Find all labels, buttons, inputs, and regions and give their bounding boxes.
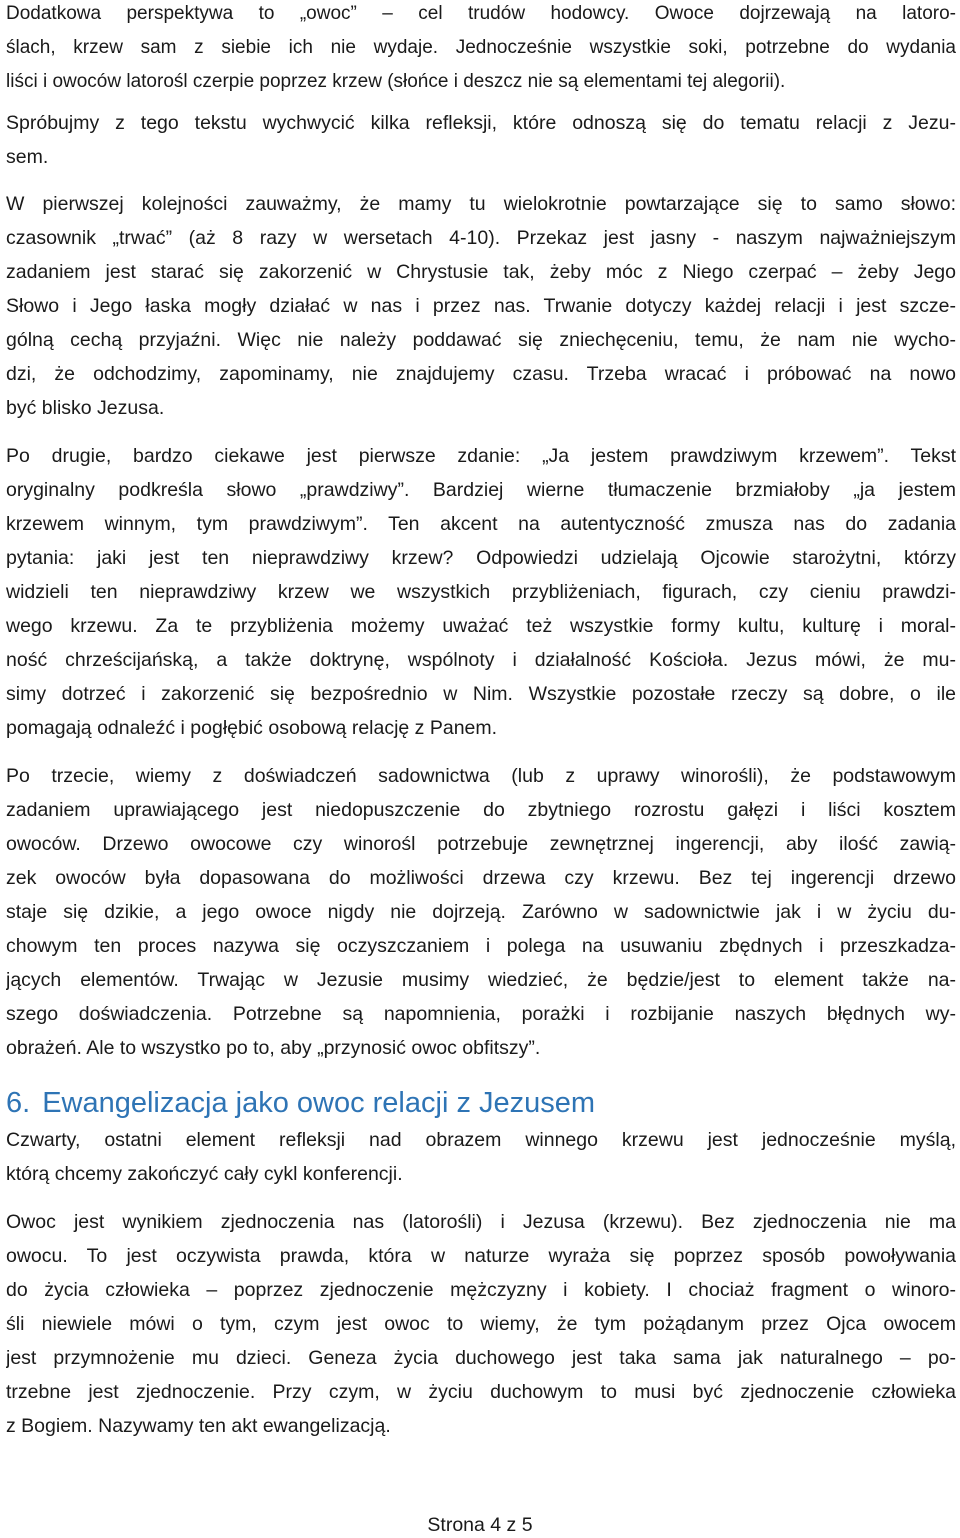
text-line: Po trzecie, wiemy z doświadczeń sadownictwa (lub z uprawy winorośli), że podstawowym (6, 765, 956, 787)
text-line: krzewem winnym, tym prawdziwym”. Ten akcent na autentyczność zmusza nas do zadania (6, 513, 956, 535)
paragraph-intro-reflections (6, 106, 956, 174)
text-line: być blisko Jezusa. (6, 397, 165, 419)
text-line: simy dotrzeć i zakorzenić się bezpośrednio w Nim. Wszystkie pozostałe rzeczy są dobre, o ile (6, 683, 956, 705)
section-heading (6, 1083, 956, 1123)
text-line: którą chcemy zakończyć cały cykl konferencji. (6, 1163, 403, 1185)
text-line: Czwarty, ostatni element refleksji nad obrazem winnego krzewu jest jednocześnie myślą, (6, 1129, 956, 1151)
text-line: oryginalny podkreśla słowo „prawdziwy”. Bardziej wierne tłumaczenie brzmiałoby „ja jestem (6, 479, 956, 501)
text-line: z Bogiem. Nazywamy ten akt ewangelizacją. (6, 1415, 391, 1437)
text-line: czasownik „trwać” (aż 8 razy w wersetach 4-10). Przekaz jest jasny - naszym najważniejszym (6, 227, 956, 249)
text-line: gólną cechą przyjaźni. Więc nie należy poddawać się zniechęceniu, temu, że nam nie wycho- (6, 329, 956, 351)
text-line: jest przymnożenie mu dzieci. Geneza życia duchowego jest taka sama jak naturalnego – po- (6, 1347, 956, 1369)
text-line: do życia człowieka – poprzez zjednoczenie mężczyzny i kobiety. I chociaż fragment o winoro- (6, 1279, 956, 1301)
text-line: śli niewiele mówi o tym, czym jest owoc to wiemy, że tym pożądanym przez Ojca owocem (6, 1313, 956, 1335)
paragraph-second-point (6, 439, 956, 745)
text-line: szego doświadczenia. Potrzebne są napomnienia, porażki i rozbijanie naszych błędnych wy- (6, 1003, 956, 1025)
text-line: widzieli ten nieprawdziwy krzew we wszystkich przybliżeniach, figurach, czy cieniu prawdzi- (6, 581, 956, 603)
document-page (6, 0, 956, 1443)
paragraph-fourth-element (6, 1123, 956, 1191)
paragraph-first-point (6, 187, 956, 425)
text-line: chowym ten proces nazywa się oczyszczaniem i polega na usuwaniu zbędnych i przeszkadza- (6, 935, 956, 957)
text-line: staje się dzikie, a jego owoce nigdy nie dojrzeją. Zarówno w sadownictwie jak i w życiu du- (6, 901, 956, 923)
text-line: owoców. Drzewo owocowe czy winorośl potrzebuje zewnętrznej ingerencji, aby ilość zawią- (6, 833, 956, 855)
paragraph-owoc-perspective (6, 0, 956, 99)
text-line: Słowo i Jego łaska mogły działać w nas i przez nas. Trwanie dotyczy każdej relacji i jest szcze- (6, 295, 956, 317)
paragraph-owoc-union (6, 1205, 956, 1443)
text-line: liści i owoców latorośl czerpie poprzez krzew (słońce i deszcz nie są elementami tej alegorii). (6, 71, 786, 92)
section-title: Ewangelizacja jako owoc relacji z Jezusem (42, 1087, 596, 1119)
text-line: pytania: jaki jest ten nieprawdziwy krzew? Odpowiedzi udzielają Ojcowie starożytni, którzy (6, 547, 956, 569)
text-line: W pierwszej kolejności zauważmy, że mamy tu wielokrotnie powtarzające się to samo słowo: (6, 193, 956, 215)
text-line: Dodatkowa perspektywa to „owoc” – cel trudów hodowcy. Owoce dojrzewają na latoro- (6, 3, 956, 24)
text-line: dzi, że odchodzimy, zapominamy, nie znajdujemy czasu. Trzeba wracać i próbować na nowo (6, 363, 956, 385)
text-line: wego krzewu. Za te przybliżenia możemy uważać też wszystkie formy kultu, kulturę i moral- (6, 615, 956, 637)
text-line: ność chrześcijańską, a także doktrynę, wspólnoty i działalność Kościoła. Jezus mówi, że mu- (6, 649, 956, 671)
text-line: Po drugie, bardzo ciekawe jest pierwsze zdanie: „Ja jestem prawdziwym krzewem”. Tekst (6, 445, 956, 467)
text-line: sem. (6, 146, 49, 168)
text-line: jących elementów. Trwając w Jezusie musimy wiedzieć, że będzie/jest to element także na- (6, 969, 956, 991)
text-line: obrażeń. Ale to wszystko po to, aby „przynosić owoc obfitszy”. (6, 1037, 541, 1059)
text-line: trzebne jest zjednoczenie. Przy czym, w życiu duchowym to musi być zjednoczenie człowieka (6, 1381, 956, 1403)
text-line: zadaniem uprawiającego jest niedopuszczenie do zbytniego rozrostu gałęzi i liści kosztem (6, 799, 956, 821)
text-line: Owoc jest wynikiem zjednoczenia nas (latorośli) i Jezusa (krzewu). Bez zjednoczenia nie ma (6, 1211, 956, 1233)
text-line: Spróbujmy z tego tekstu wychwycić kilka refleksji, które odnoszą się do tematu relacji z Jezu- (6, 112, 956, 134)
paragraph-third-point (6, 759, 956, 1065)
text-line: owocu. To jest oczywista prawda, która w naturze wyraża się poprzez sposób powoływania (6, 1245, 956, 1267)
text-line: zadaniem jest starać się zakorzenić w Chrystusie tak, żeby móc z Niego czerpać – żeby Jego (6, 261, 956, 283)
page-footer: Strona 4 z 5 (427, 1514, 533, 1536)
text-line: ślach, krzew sam z siebie ich nie wydaje. Jednocześnie wszystkie soki, potrzebne do wydania (6, 37, 956, 58)
section-number: 6. (6, 1087, 31, 1119)
text-line: zek owoców była dopasowana do możliwości drzewa czy krzewu. Bez tej ingerencji drzewo (6, 867, 956, 889)
text-line: pomagają odnaleźć i pogłębić osobową relację z Panem. (6, 717, 498, 739)
